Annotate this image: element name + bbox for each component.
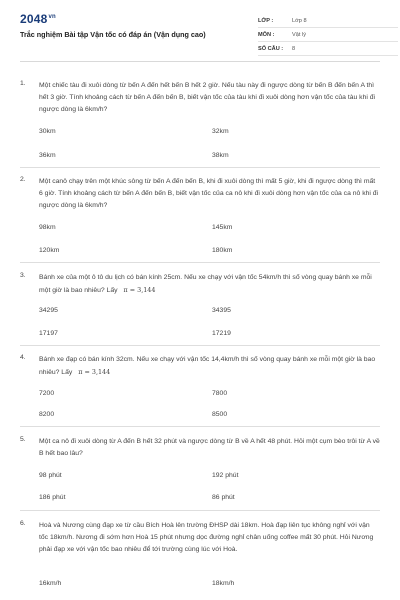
option-a[interactable]: 30km: [39, 128, 56, 135]
option-b[interactable]: 34395: [212, 307, 231, 314]
meta-value: Vật lý: [292, 31, 306, 38]
divider: [20, 167, 380, 168]
question-number: 5.: [20, 436, 26, 443]
question-number: 1.: [20, 80, 26, 87]
question-text: [39, 272, 380, 297]
question-text: Một chiếc tàu đi xuôi dòng từ bến A đến hết bến B hết 2 giờ. Nếu tàu này đi ngược dòng từ bến B đến bến A thì hết 3 giờ. Tính khoảng cách từ bến A đến bến B, biết vận tốc của tàu khi đi xuôi dòng hơn vận tốc của tàu khi đi ngược dòng là 6km/h?: [39, 82, 376, 113]
divider: [20, 262, 380, 263]
option-d[interactable]: 38km: [212, 152, 229, 159]
question-number: 4.: [20, 354, 26, 361]
question-number: 6.: [20, 520, 26, 527]
question-number: 2.: [20, 176, 26, 183]
question-6: [20, 520, 380, 598]
header: [20, 0, 380, 62]
meta-value: Lớp 8: [292, 17, 307, 24]
option-a[interactable]: 98 phút: [39, 472, 62, 479]
option-d[interactable]: 180km: [212, 247, 233, 254]
meta-label: MÔN :: [258, 31, 275, 38]
option-d[interactable]: 8500: [212, 411, 228, 418]
option-a[interactable]: 16km/h: [39, 580, 62, 587]
question-2: [20, 176, 380, 266]
site-logo[interactable]: [20, 12, 56, 26]
question-1: [20, 80, 380, 170]
option-b[interactable]: 32km: [212, 128, 229, 135]
divider: [20, 345, 380, 346]
pi-formula: π = 3,144: [78, 368, 111, 376]
option-c[interactable]: 17197: [39, 330, 58, 337]
option-a[interactable]: 34295: [39, 307, 58, 314]
option-d[interactable]: 86 phút: [212, 494, 235, 501]
question-number: 3.: [20, 272, 26, 279]
option-c[interactable]: 120km: [39, 247, 60, 254]
option-d[interactable]: 17219: [212, 330, 231, 337]
divider: [20, 426, 380, 427]
question-text: Một ca nô đi xuôi dòng từ A đến B hết 32 phút và ngược dòng từ B về A hết 48 phút. Hỏi một cụm bèo trôi từ A về B hết bao lâu?: [39, 438, 380, 457]
question-4: [20, 354, 380, 434]
meta-label: LỚP :: [258, 17, 274, 24]
question-text: [39, 354, 380, 379]
meta-label: SỐ CÂU :: [258, 45, 284, 52]
option-b[interactable]: 145km: [212, 224, 233, 231]
meta-row-class: [258, 14, 398, 28]
option-a[interactable]: 98km: [39, 224, 56, 231]
option-c[interactable]: 8200: [39, 411, 55, 418]
question-3: [20, 272, 380, 352]
option-c[interactable]: 36km: [39, 152, 56, 159]
option-b[interactable]: 192 phút: [212, 472, 239, 479]
option-b[interactable]: 7800: [212, 390, 228, 397]
question-text: Một canô chạy trên một khúc sông từ bến A đến bến B, khi đi xuôi dòng thì mất 5 giờ, khi đi ngược dòng thì mất 6 giờ. Tính khoảng cách từ bến A đến bến B, biết vận tốc của ca nô khi đi xuôi dòng hơn vận tốc của ca nô khi đi ngược dòng là 6km/h?: [39, 178, 379, 209]
question-text: Hoà và Nương cùng đạp xe từ cầu Bích Hoà lên trường ĐHSP dài 18km. Hoà đạp liên tục không nghỉ với vận tốc 18km/h. Nương đi sớm hơn Hoà 15 phút nhưng dọc đường nghỉ chân uống coffee mất 30 phút. Hỏi Nương phải đạp xe với vận tốc bao nhiêu để tới trường cùng lúc với Hoà.: [39, 522, 374, 553]
logo-suffix: vn: [48, 14, 56, 20]
divider: [20, 510, 380, 511]
meta-row-count: [258, 42, 398, 56]
option-b[interactable]: 18km/h: [212, 580, 235, 587]
pi-formula: π = 3,144: [123, 286, 156, 294]
meta-value: 8: [292, 45, 296, 52]
question-text-body: Bánh xe của một ô tô du lịch có bán kính 25cm. Nếu xe chạy với vận tốc 54km/h thì số vòng quay bánh xe mỗi một giờ là bao nhiêu? Lấy: [39, 274, 372, 294]
option-a[interactable]: 7200: [39, 390, 55, 397]
page-title: Trắc nghiệm Bài tập Vận tốc có đáp án (Vận dụng cao): [20, 30, 206, 39]
logo-main: 2048: [20, 12, 48, 26]
meta-row-subject: [258, 28, 398, 42]
question-text-body: Bánh xe đạp có bán kính 32cm. Nếu xe chạy với vận tốc 14,4km/h thì số vòng quay bánh xe mỗi một giờ là bao nhiêu? Lấy: [39, 356, 376, 376]
option-c[interactable]: 186 phút: [39, 494, 66, 501]
meta-info: [258, 14, 398, 56]
question-5: [20, 436, 380, 516]
